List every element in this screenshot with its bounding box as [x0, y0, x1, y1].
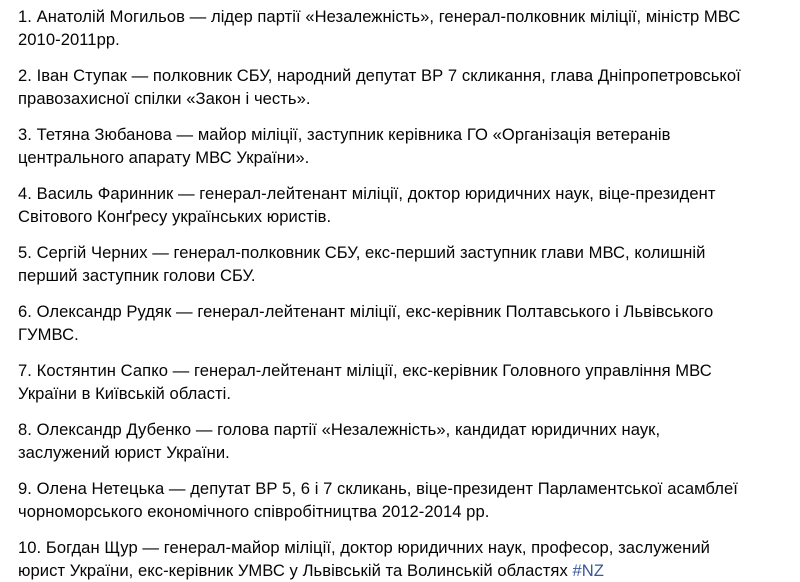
list-item [18, 242, 788, 287]
list-item-line: правозахисної спілки «Закон і честь». [18, 88, 311, 108]
list-item-line: юрист України, екс-керівник УМВС у Львівській та Волинській областях [18, 560, 568, 580]
list-item [18, 360, 788, 405]
list-item [18, 6, 788, 51]
list-item [18, 124, 788, 169]
list-item-line: 8. Олександр Дубенко — голова партії «Незалежність», кандидат юридичних наук, [18, 420, 661, 439]
list-item-line: центрального апарату МВС України». [18, 147, 310, 167]
list-item [18, 419, 788, 464]
list-item [18, 183, 788, 228]
list-item-line: 2010-2011рр. [18, 29, 120, 49]
list-item-line: 10. Богдан Щур — генерал-майор міліції, доктор юридичних наук, професор, заслужений [18, 538, 710, 557]
list-item-line: 1. Анатолій Могильов — лідер партії «Незалежність», генерал-полковник міліції, міністр МВС [18, 7, 741, 26]
list-item-line: чорноморського економічного співробітництва 2012-2014 рр. [18, 501, 490, 521]
list-item-line: заслужений юрист України. [18, 442, 230, 462]
list-item-line: 2. Іван Ступак — полковник СБУ, народний депутат ВР 7 скликання, глава Дніпропетровської [18, 66, 741, 85]
hashtag-link[interactable]: #NZ [572, 560, 604, 580]
list-item-line: 6. Олександр Рудяк — генерал-лейтенант міліції, екс-керівник Полтавського і Львівського [18, 302, 714, 321]
list-item-line: Світового Конґресу українських юристів. [18, 206, 332, 226]
list-item-line: України в Київській області. [18, 383, 232, 403]
list-item [18, 478, 788, 523]
list-item-line: 9. Олена Нетецька — депутат ВР 5, 6 і 7 скликань, віце-президент Парламентської асамблеї [18, 479, 738, 498]
list-item [18, 301, 788, 346]
list-item-line: 3. Тетяна Зюбанова — майор міліції, заступник керівника ГО «Організація ветеранів [18, 125, 671, 144]
list-item-line: 4. Василь Фаринник — генерал-лейтенант міліції, доктор юридичних наук, віце-президент [18, 184, 716, 203]
list-item-line: 5. Сергій Черних — генерал-полковник СБУ, екс-перший заступник глави МВС, колишній [18, 243, 706, 262]
list-item-line: ГУМВС. [18, 324, 79, 344]
list-item-line: 7. Костянтин Сапко — генерал-лейтенант міліції, екс-керівник Головного управління МВС [18, 361, 712, 380]
list-item [18, 65, 788, 110]
list-item-line: перший заступник голови СБУ. [18, 265, 256, 285]
